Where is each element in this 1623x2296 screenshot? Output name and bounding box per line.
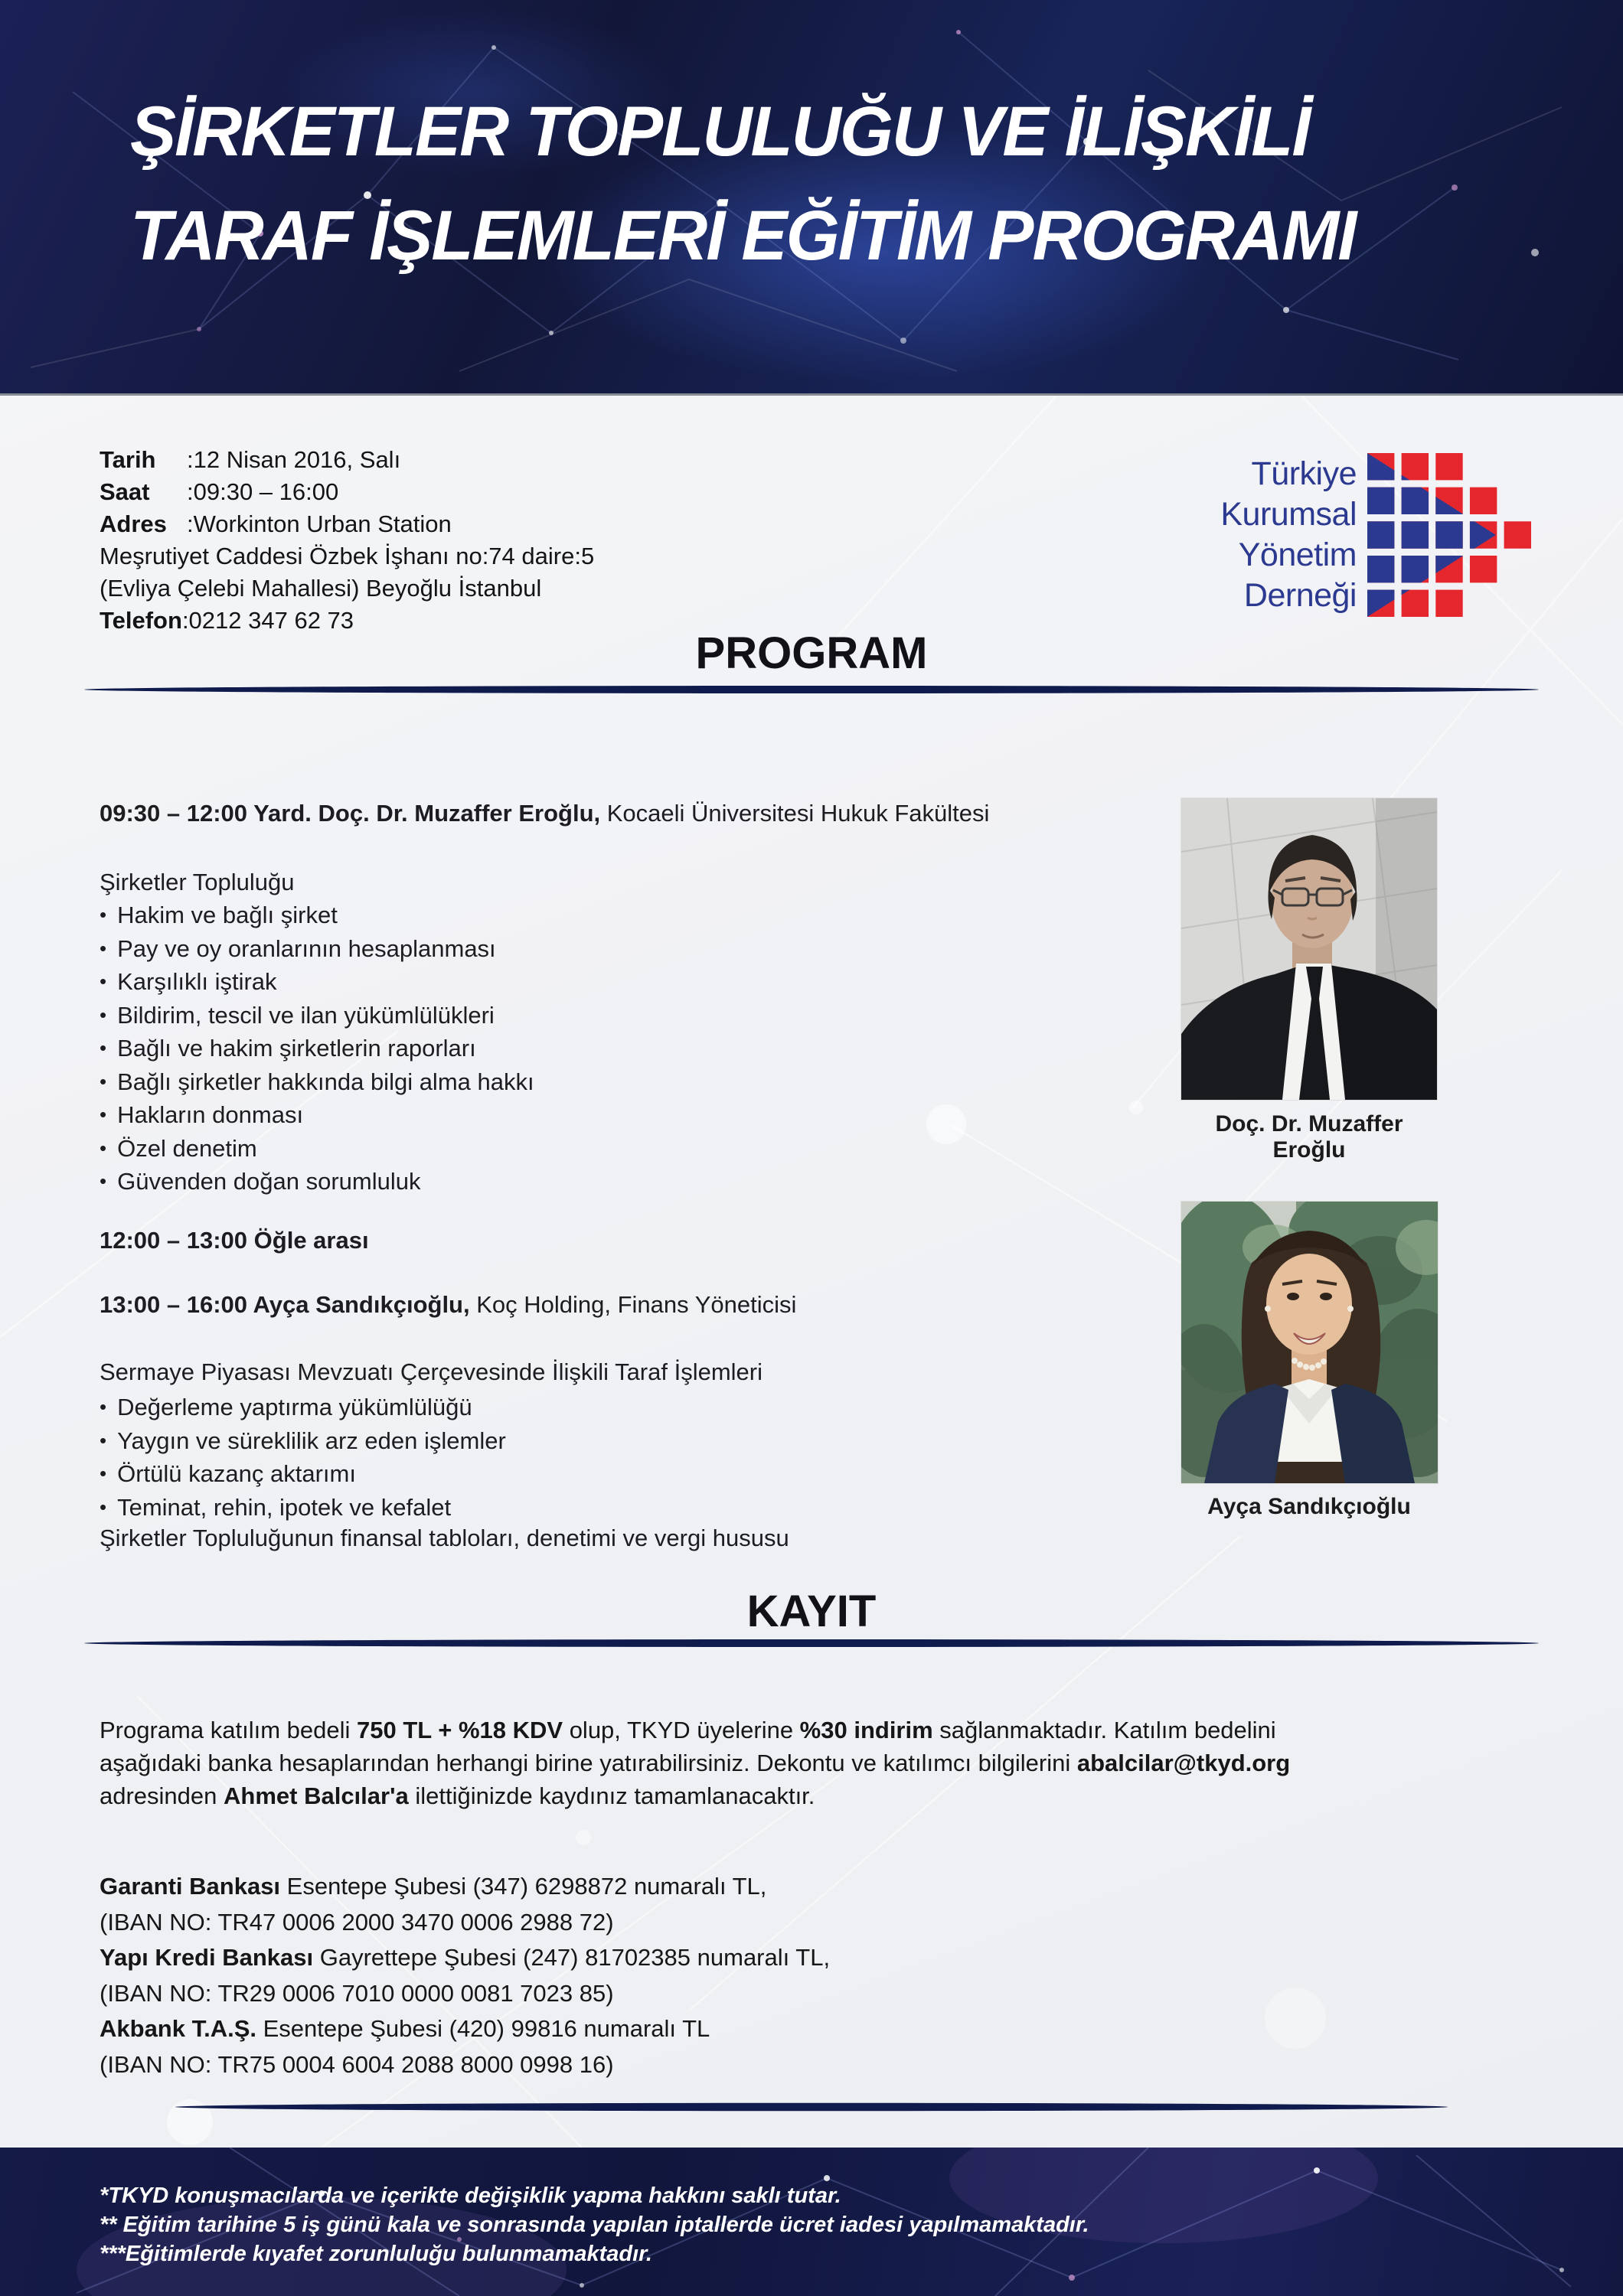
- info-row-date: [100, 444, 594, 476]
- bank-row: [100, 2011, 830, 2047]
- footer-notes: [100, 2181, 1089, 2268]
- list-item: • Güvenden doğan sorumluluk: [100, 1166, 1202, 1199]
- session1-affiliation: Kocaeli Üniversitesi Hukuk Fakültesi: [600, 800, 990, 827]
- list-item: • Teminat, rehin, ipotek ve kefalet: [100, 1492, 1202, 1525]
- bank-row: [100, 1869, 830, 1905]
- discount-highlight: %30 indirim: [799, 1717, 933, 1743]
- registration-text: Programa katılım bedeli: [100, 1717, 357, 1743]
- registration-text: sağlanmaktadır. Katılım bedelini: [932, 1717, 1276, 1743]
- kayit-heading: KAYIT: [746, 1587, 877, 1636]
- footer-note-1: *TKYD konuşmacılarda ve içerikte değişiklik yapma hakkını saklı tutar.: [100, 2183, 841, 2208]
- registration-text: aşağıdaki banka hesaplarından herhangi birine yatırabilirsiniz. Dekontu ve katılımcı bilgilerini: [100, 1750, 1077, 1776]
- session1-topic: Şirketler Topluluğu: [100, 869, 295, 895]
- logo-word-1: Türkiye: [1251, 455, 1357, 492]
- program-divider: [84, 684, 1539, 695]
- footer-note-2: ** Eğitim tarihine 5 iş günü kala ve sonrasında yapılan iptallerde ücret iadesi yapılmamaktadır.: [100, 2213, 1089, 2237]
- bank-accounts-list: [100, 1869, 830, 2082]
- info-row-time: [100, 476, 594, 508]
- session2-affiliation: Koç Holding, Finans Yöneticisi: [469, 1291, 797, 1318]
- list-item: • Pay ve oy oranlarının hesaplanması: [100, 933, 1202, 967]
- speaker2-caption: Ayça Sandıkçıoğlu: [1207, 1494, 1411, 1519]
- session2-topic: Sermaye Piyasası Mevzuatı Çerçevesinde İlişkili Taraf İşlemleri: [100, 1358, 763, 1385]
- session1-time-speaker: 09:30 – 12:00 Yard. Doç. Dr. Muzaffer Eroğlu,: [100, 800, 601, 827]
- address-line2: Meşrutiyet Caddesi Özbek İşhanı no:74 daire:5: [100, 543, 595, 569]
- footer-band: [0, 2148, 1623, 2296]
- lunch-break: 12:00 – 13:00 Öğle arası: [100, 1227, 369, 1254]
- kayit-divider: [84, 1638, 1539, 1649]
- speaker1-caption: Doç. Dr. Muzaffer Eroğlu: [1215, 1111, 1403, 1163]
- list-item: • Hakların donması: [100, 1099, 1202, 1133]
- session2-closing: Şirketler Topluluğunun finansal tabloları, denetimi ve vergi hususu: [100, 1525, 789, 1551]
- list-item: • Örtülü kazanç aktarımı: [100, 1458, 1202, 1492]
- bank-name: Akbank T.A.Ş.: [100, 2015, 256, 2042]
- registration-text: olup, TKYD üyelerine: [563, 1717, 800, 1743]
- list-item: • Bildirim, tescil ve ilan yükümlülükleri: [100, 1000, 1202, 1033]
- session2-time-speaker: 13:00 – 16:00 Ayça Sandıkçıoğlu,: [100, 1291, 470, 1318]
- address-line3: (Evliya Çelebi Mahallesi) Beyoğlu İstanbul: [100, 575, 542, 602]
- footer-divider: [84, 2102, 1539, 2112]
- session1-bullet-list: [100, 899, 1202, 1199]
- bank-row: [100, 1940, 830, 1976]
- bank-name: Yapı Kredi Bankası: [100, 1944, 314, 1971]
- session1-header: [100, 797, 1202, 830]
- speaker-photo-ayca-sandikcioglu: [1181, 1202, 1438, 1483]
- address-label: Adres: [100, 510, 167, 537]
- date-value: :12 Nisan 2016, Salı: [187, 446, 401, 473]
- registration-line2: [100, 1746, 1569, 1779]
- session2-header: [100, 1289, 1202, 1321]
- bank-details: Esentepe Şubesi (347) 6298872 numaralı TL,: [280, 1873, 767, 1900]
- event-title-line2: TARAF İŞLEMLERİ EĞİTİM PROGRAMI: [130, 197, 1356, 275]
- tkyd-logo-wordmark: [1191, 454, 1357, 616]
- tkyd-logo-mark: [1367, 453, 1531, 617]
- logo-word-4: Derneği: [1243, 577, 1357, 614]
- list-item: • Özel denetim: [100, 1133, 1202, 1166]
- registration-text: ilettiğinizde kaydınız tamamlanacaktır.: [408, 1782, 815, 1809]
- list-item: • Yaygın ve süreklilik arz eden işlemler: [100, 1425, 1202, 1459]
- price-highlight: 750 TL + %18 KDV: [356, 1717, 563, 1743]
- time-label: Saat: [100, 478, 150, 505]
- program-heading: PROGRAM: [695, 628, 928, 678]
- bank-iban: (IBAN NO: TR75 0004 6004 2088 8000 0998 16): [100, 2050, 614, 2078]
- time-value: :09:30 – 16:00: [187, 478, 339, 505]
- tkyd-logo: [1191, 453, 1531, 617]
- bank-details: Gayrettepe Şubesi (247) 81702385 numaralı TL,: [313, 1944, 831, 1971]
- phone-label: Telefon: [100, 607, 182, 634]
- registration-line1: [100, 1714, 1569, 1746]
- registration-text: adresinden: [100, 1782, 224, 1809]
- registration-line3: [100, 1779, 1569, 1812]
- speaker-photo-muzaffer-eroglu: [1181, 798, 1437, 1100]
- session2-bullet-list: [100, 1391, 1202, 1525]
- bank-iban: (IBAN NO: TR47 0006 2000 3470 0006 2988 72): [100, 1908, 614, 1936]
- date-label: Tarih: [100, 446, 156, 473]
- logo-word-2: Kurumsal: [1220, 496, 1357, 533]
- bank-details: Esentepe Şubesi (420) 99816 numaralı TL: [256, 2015, 710, 2042]
- event-title-line1: ŞİRKETLER TOPLULUĞU VE İLİŞKİLİ: [130, 93, 1310, 171]
- address-value: :Workinton Urban Station: [187, 510, 452, 537]
- logo-word-3: Yönetim: [1238, 536, 1357, 573]
- contact-name-highlight: Ahmet Balcılar'a: [224, 1782, 409, 1809]
- footer-note-3: ***Eğitimlerde kıyafet zorunluluğu bulunmamaktadır.: [100, 2242, 652, 2266]
- header-band: [0, 0, 1623, 396]
- list-item: • Bağlı şirketler hakkında bilgi alma hakkı: [100, 1066, 1202, 1100]
- list-item: • Değerleme yaptırma yükümlülüğü: [100, 1391, 1202, 1425]
- bank-iban: (IBAN NO: TR29 0006 7010 0000 0081 7023 85): [100, 1979, 614, 2007]
- event-info-block: [100, 444, 594, 637]
- list-item: • Karşılıklı iştirak: [100, 966, 1202, 1000]
- info-row-address: [100, 508, 594, 540]
- phone-value: :0212 347 62 73: [181, 607, 354, 634]
- list-item: • Hakim ve bağlı şirket: [100, 899, 1202, 933]
- email-highlight: abalcilar@tkyd.org: [1076, 1750, 1291, 1776]
- bank-name: Garanti Bankası: [100, 1873, 281, 1900]
- event-title: [130, 80, 1355, 288]
- list-item: • Bağlı ve hakim şirketlerin raporları: [100, 1032, 1202, 1066]
